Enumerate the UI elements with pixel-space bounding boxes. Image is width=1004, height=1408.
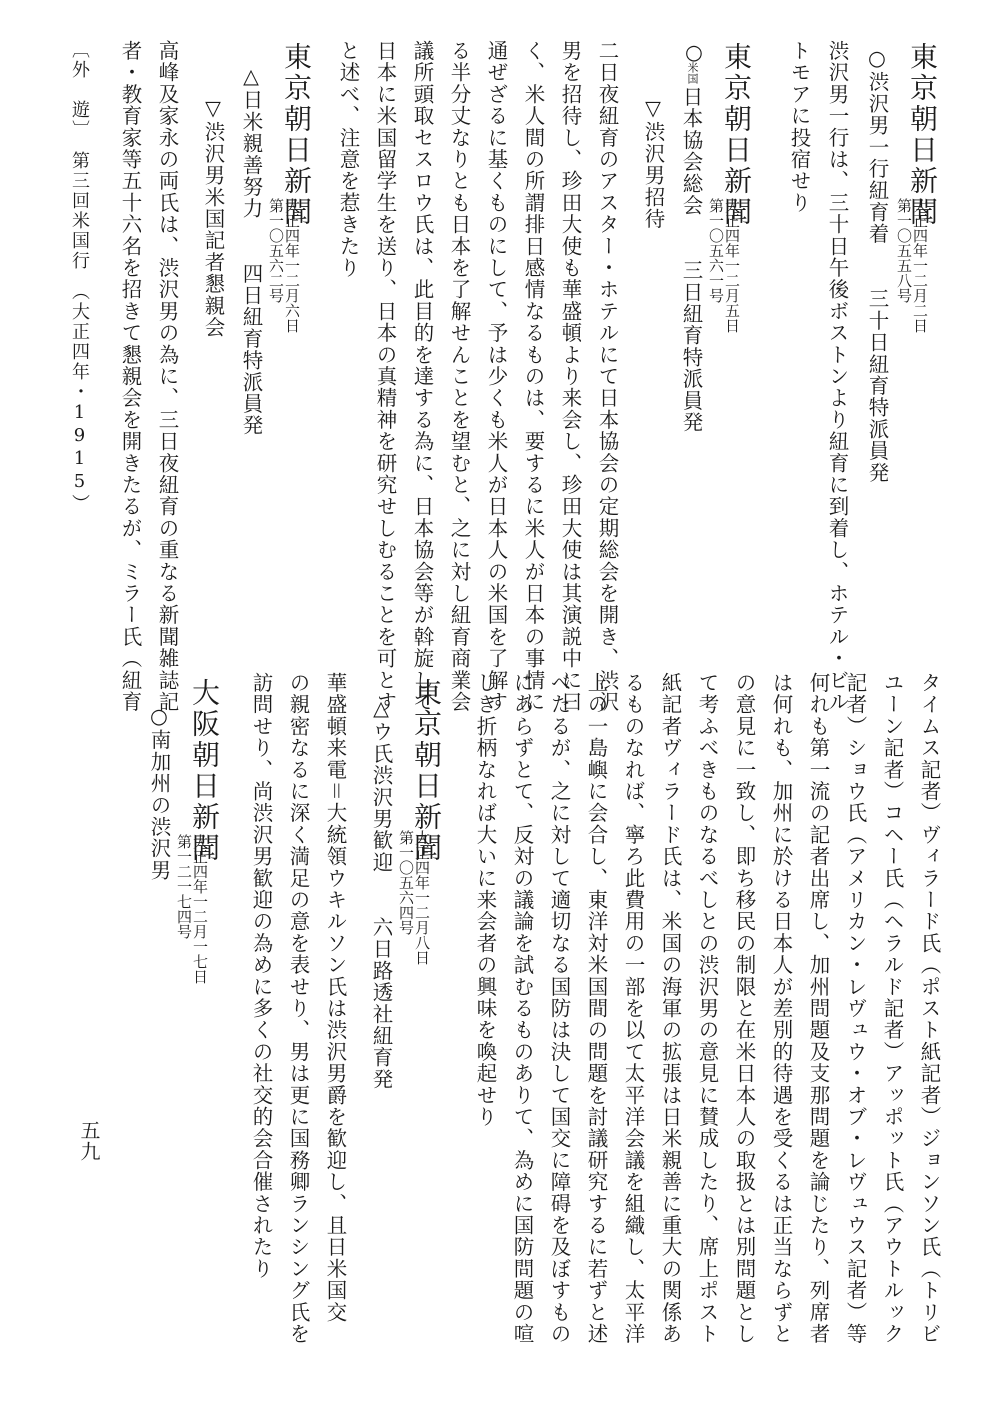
body-line: にあらずとて、反対の議論を試むるものありて、為めに国防問題の喧 xyxy=(510,672,534,1345)
newspaper-title: 東京朝日新聞 xyxy=(906,42,939,228)
subheadline: ▽渋沢男米国記者懇親会 xyxy=(201,96,225,339)
newspaper-title: 大阪朝日新聞 xyxy=(188,678,221,864)
newspaper-title: 東京朝日新聞 xyxy=(280,42,313,228)
body-line: べたるが、之に対して適切なる国防は決して国交に障碍を及ぼすもの xyxy=(547,672,571,1345)
issue-number: 第一二一七四号 xyxy=(175,834,193,939)
newspaper-title: 東京朝日新聞 xyxy=(410,678,443,864)
body-line: く、米人間の所謂排日感情なるものは、要するに米人が日本の事情に xyxy=(521,40,545,713)
headline-mark: ○ xyxy=(682,40,706,66)
body-line: 紙記者ヴィラード氏は、米国の海軍の拡張は日米親善に重大の関係あ xyxy=(658,672,682,1345)
body-line: の意見に一致し、即ち移民の制限と在米日本人の取扱とは別問題とし xyxy=(732,672,756,1345)
issue-date: 大正四年一二月二日 xyxy=(911,198,929,333)
body-line: るものなれば、寧ろ此費用の一部を以て太平洋会議を組織し、太平洋 xyxy=(621,672,645,1345)
body-line: 通ぜざるに基くものにして、予は少くも米人が日本人の米国を了解す xyxy=(484,40,508,713)
issue-date: 大正四年一二月八日 xyxy=(413,830,431,965)
body-line: 記者）ショウ氏（アメリカン・レヴュウ・オブ・レヴュウス記者）等 xyxy=(843,672,867,1345)
subheadline: ▽渋沢男招待 xyxy=(641,96,665,230)
issue-date: 大正四年一二月五日 xyxy=(723,198,741,333)
body-line: 日本に米国留学生を送り、日本の真精神を研究せしむることを可とす xyxy=(373,40,397,713)
body-line: て考ふべきものなるべしとの渋沢男の意見に賛成したり、席上ポスト xyxy=(695,672,719,1345)
body-line: トモアに投宿せり xyxy=(787,40,811,214)
body-line: しき折柄なれば大いに来会者の興味を喚起せり xyxy=(473,672,497,1128)
page-number: 五九 xyxy=(77,1120,101,1162)
body-line: の親密なるに深く満足の意を表せり、男は更に国務卿ランシング氏を xyxy=(286,672,310,1345)
headline: △ウ氏渋沢男歓迎 六日路透社紐育発 xyxy=(369,696,393,1091)
body-line: 男を招待し、珍田大使も華盛頓より来会し、珍田大使は其演説中に曰 xyxy=(558,40,582,713)
body-line: 二日夜紐育のアスター・ホテルにて日本協会の定期総会を開き、渋沢 xyxy=(595,40,619,713)
headline: ○南加州の渋沢男 xyxy=(147,704,171,882)
body-line: 訪問せり、尚渋沢男歓迎の為めに多くの社交的会合催されたり xyxy=(249,672,273,1280)
issue-date: 大正四年一二月一七日 xyxy=(191,834,209,984)
body-line: 高峰及家永の両氏は、渋沢男の為に、三日夜紐育の重なる新聞雑誌記 xyxy=(155,40,179,713)
body-line: ユーン記者）コヘー氏（ヘラルド記者）アッポット氏（アウトルック xyxy=(880,672,904,1345)
body-line: 者・教育家等五十六名を招きて懇親会を開きたるが、ミラー氏（紐育 xyxy=(118,40,142,713)
headline-small: 米国 xyxy=(686,62,699,84)
body-line: 議所頭取セスロウ氏は、此目的を達する為に、日本協会等が斡旋して xyxy=(410,40,434,713)
body-line: る半分丈なりとも日本を了解せんことを望むと、之に対し紐育商業会 xyxy=(447,40,471,713)
body-line: 華盛頓来電＝大統領ウキルソン氏は渋沢男爵を歓迎し、且日米国交 xyxy=(323,672,347,1323)
headline: △日米親善努力 四日紐育特派員発 xyxy=(239,64,263,437)
body-line: は何れも、加州に於ける日本人が差別的待遇を受くるは正当ならずと xyxy=(769,672,793,1345)
newspaper-title: 東京朝日新聞 xyxy=(720,42,753,228)
body-line: 何れも第一流の記者出席し、加州問題及支那問題を論じたり、列席者 xyxy=(806,672,830,1345)
body-line: タイムス記者）ヴィラード氏（ポスト紙記者）ジョンソン氏（トリビ xyxy=(917,672,941,1345)
headline: 日本協会総会 三日紐育特派員発 xyxy=(679,86,703,434)
body-line: と述べ、注意を惹きたり xyxy=(336,40,360,279)
issue-number: 第一〇五六一号 xyxy=(707,198,725,303)
issue-number: 第一〇五六二号 xyxy=(267,198,285,303)
issue-date: 大正四年一二月六日 xyxy=(283,198,301,333)
body-line: 渋沢男一行は、三十日午後ボストンより紐育に到着し、ホテル・ビル xyxy=(825,40,849,713)
body-line: 上の一島嶼に会合し、東洋対米国間の問題を討議研究するに若ずと述 xyxy=(584,672,608,1345)
issue-number: 第一〇五六四号 xyxy=(397,830,415,935)
section-label: 〔外 遊〕 第三回米国行 （大正四年・1915） xyxy=(69,40,90,514)
headline: ○渋沢男一行紐育着 三十日紐育特派員発 xyxy=(865,46,889,484)
issue-number: 第一〇五五八号 xyxy=(895,198,913,303)
